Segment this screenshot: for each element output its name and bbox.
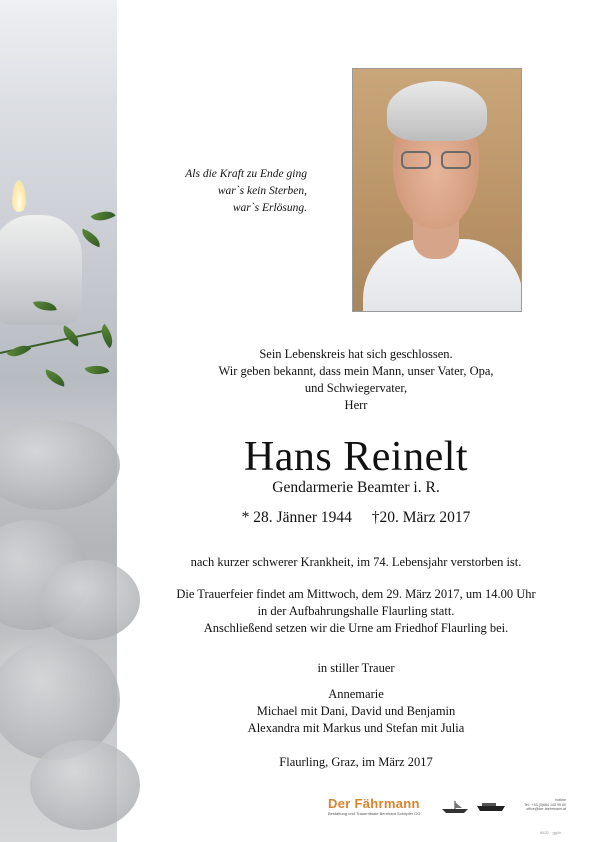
family-line: Annemarie [328,687,384,701]
intro-line: und Schwiegervater, [304,381,408,395]
funeral-details [117,586,595,637]
intro-line: Wir geben bekannt, dass mein Mann, unser Vater, Opa, [218,364,494,378]
quote-line: war`s kein Sterben, [217,185,307,197]
death-date: †20. März 2017 [371,509,471,526]
ivy-leaf-icon [95,324,118,349]
ivy-leaf-icon [85,361,110,380]
announcement-intro [117,346,595,414]
birth-date: * 28. Jänner 1944 [241,509,352,526]
funeral-home-footer [328,796,568,822]
contact-line: hotline [555,798,566,802]
boat-icon [476,800,506,814]
place-and-date: Flaurling, Graz, im März 2017 [279,755,433,769]
intro-line: Herr [344,398,368,412]
print-code: 8832 · gg4n [540,830,562,835]
decorative-candle-strip [0,0,117,842]
deceased-title: Gendarmerie Beamter i. R. [272,479,440,496]
family-list [117,686,595,737]
ivy-leaf-icon [43,369,67,386]
portrait-photo [352,68,522,312]
memorial-quote [127,166,307,217]
funeral-line: in der Aufbahrungshalle Flaurling statt. [257,604,455,618]
ivy-leaf-icon [7,339,32,362]
contact-line: office@der-faehrmann.at [526,807,566,812]
funeral-home-subtitle: Bestattung und Trauerrituale Bernhard Schöpfer OG [328,811,421,816]
mourning-label: in stiller Trauer [317,661,395,675]
family-line: Alexandra mit Markus und Stefan mit Julia [247,721,465,735]
funeral-line: Die Trauerfeier findet am Mittwoch, dem 29. März 2017, um 14.00 Uhr [176,587,536,601]
intro-line: Sein Lebenskreis hat sich geschlossen. [259,347,453,361]
funeral-home-contact [506,798,566,812]
quote-line: war`s Erlösung. [232,202,307,214]
passing-note: nach kurzer schwerer Krankheit, im 74. Lebensjahr verstorben ist. [190,555,522,569]
life-dates [117,508,595,527]
glasses-icon [399,151,475,171]
deceased-name: Hans Reinelt [243,434,469,480]
quote-line: Als die Kraft zu Ende ging [185,168,307,180]
photo-hair [387,81,487,141]
stone-shape [0,420,120,510]
boat-icon [440,800,470,814]
family-line: Michael mit Dani, David und Benjamin [256,704,456,718]
funeral-line: Anschließend setzen wir die Urne am Friedhof Flaurling bei. [203,621,509,635]
funeral-home-logo: Der Fährmann [328,796,420,811]
contact-line: Tel.: +43 (0)664 145 99 60 [523,802,566,807]
